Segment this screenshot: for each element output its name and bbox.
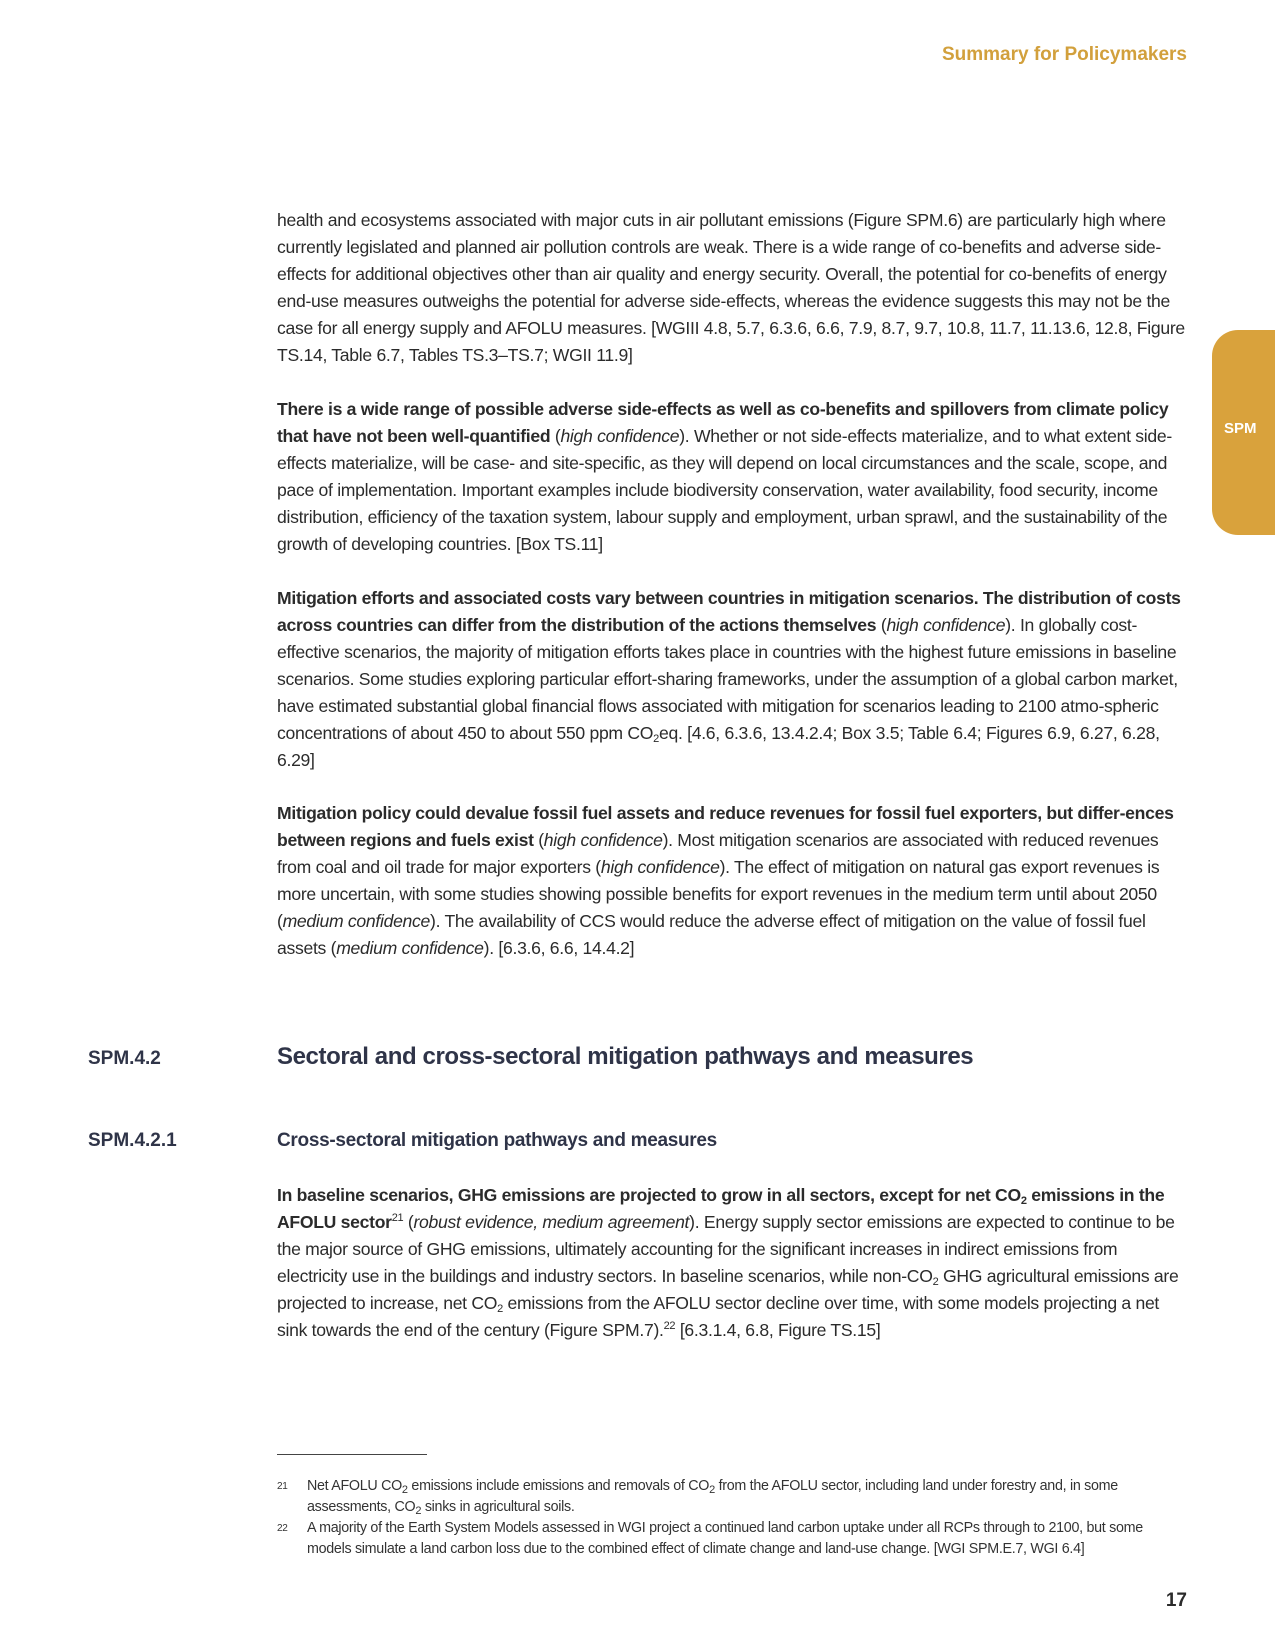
key-statement: In baseline scenarios, GHG emissions are projected to grow in all sectors, except for net CO [277,1185,1021,1205]
footnote-number: 22 [277,1523,288,1534]
subscript: 2 [497,1303,503,1315]
footnote-divider [277,1454,427,1455]
key-statement: There is a wide range of possible adverse side-effects as well as co-benefits and spillovers from climate policy that have not been well-quantified [277,399,1169,446]
paragraph-cobenefits [277,207,1185,369]
text-run: sinks in agricultural soils. [421,1499,575,1515]
footnote-22 [277,1518,1185,1560]
text-run: ). The availability of CCS would reduce the adverse effect of mitigation on the value of fossil fuel assets ( [277,911,1146,958]
text-run: ( [533,830,544,850]
subsection-title: Cross-sectoral mitigation pathways and measures [277,1130,717,1151]
subscript: 2 [709,1484,715,1496]
text-run: ( [550,426,561,446]
key-statement: emissions in the AFOLU sector [277,1185,1165,1232]
text-run: GHG agricultural emissions are projected to increase, net CO [277,1266,1179,1313]
footnote-number: 21 [277,1481,288,1492]
section-title: Sectoral and cross-sectoral mitigation pathways and measures [277,1043,974,1070]
running-header: Summary for Policymakers [941,44,1187,65]
confidence-qualifier: high confidence [886,615,1006,635]
confidence-qualifier: high confidence [543,830,663,850]
footnote-21 [277,1476,1185,1518]
text-run: [6.3.1.4, 6.8, Figure TS.15] [675,1320,881,1340]
paragraph-side-effects [277,396,1185,558]
text-run: Net AFOLU CO [307,1478,402,1494]
page-number: 17 [1165,1590,1187,1611]
section-tab-label: SPM [1224,420,1257,437]
text-run: ( [403,1212,414,1232]
section-tab[interactable] [1212,330,1275,535]
confidence-qualifier: medium confidence [336,938,484,958]
paragraph-text: health and ecosystems associated with major cuts in air pollutant emissions (Figure SPM.6) are particularly high where currently legislated and planned air pollution controls are weak. There is a wide range of co-benefits and adverse side-effects for additional objectives other than air quality and energy security. Overall, the potential for co-benefits of energy end-use measures outweighs the potential for adverse side-effects, whereas the evidence suggests this may not be the case for all energy supply and AFOLU measures. [WGIII 4.8, 5.7, 6.3.6, 6.6, 7.9, 8.7, 9.7, 10.8, 11.7, 11.13.6, 12.8, Figure TS.14, Table 6.7, Tables TS.3–TS.7; WGII 11.9] [277,210,1185,365]
subscript: 2 [415,1505,422,1517]
subscript: 2 [932,1276,939,1288]
footnote-ref-22[interactable]: 22 [663,1320,676,1332]
key-statement: Mitigation efforts and associated costs vary between countries in mitigation scenarios. The distribution of costs across countries can differ from the distribution of the actions themselves [277,588,1181,635]
subsection-number: SPM.4.2.1 [88,1130,177,1151]
paragraph-text: ). In globally cost-effective scenarios, the majority of mitigation efforts takes place in countries with the highest future emissions in baseline scenarios. Some studies exploring particular effort-sharing frameworks, under the assumption of a global carbon market, have estimated substantial global financial flows associated with mitigation for scenarios leading to 2100 atmo-spheric concentrations of about 450 to about 550 ppm CO [277,615,1178,743]
paragraph-fossil-assets [277,800,1185,962]
paragraph-costs [277,585,1185,774]
text-run: ). The effect of mitigation on natural gas export revenues is more uncertain, with some studies showing possible benefits for export revenues in the medium term until about 2050 ( [277,857,1160,931]
paragraph-text: ). Whether or not side-effects materialize, and to what extent side-effects materialize, will be case- and site-specific, as they will depend on local circumstances and the scale, scope, and pace of implementation. Important examples include biodiversity conservation, water availability, food security, income distribution, efficiency of the taxation system, labour supply and employment, urban sprawl, and the sustainability of the growth of developing countries. [Box TS.11] [277,426,1172,554]
confidence-qualifier: medium confidence [282,911,431,931]
confidence-qualifier: robust evidence, medium agreement [413,1212,690,1232]
confidence-qualifier: high confidence [600,857,720,877]
text-run: ). Energy supply sector emissions are expected to continue to be the major source of GHG emissions, ultimately accounting for the significant increases in indirect emissions from electricity use in the buildings and industry sectors. In baseline scenarios, while non-CO [277,1212,1175,1286]
subscript: 2 [653,733,659,745]
paragraph-text: eq. [4.6, 6.3.6, 13.4.2.4; Box 3.5; Table 6.4; Figures 6.9, 6.27, 6.28, 6.29] [277,723,1160,770]
text-run: emissions from the AFOLU sector decline over time, with some models projecting a net sink towards the end of the century (Figure SPM.7). [277,1293,1160,1340]
paragraph-baseline [277,1182,1185,1344]
text-run: ( [876,615,887,635]
confidence-qualifier: high confidence [560,426,680,446]
text-run: from the AFOLU sector, including land under forestry and, in some assessments, CO [307,1478,1118,1515]
footnote-text [307,1476,1185,1518]
subscript: 2 [1020,1195,1027,1207]
section-number: SPM.4.2 [88,1048,161,1069]
key-statement: Mitigation policy could devalue fossil fuel assets and reduce revenues for fossil fuel exporters, but differ-ences between regions and fuels exist [277,803,1174,850]
footnote-ref-21[interactable]: 21 [391,1212,404,1224]
footnote-text: A majority of the Earth System Models assessed in WGI project a continued land carbon uptake under all RCPs through to 2100, but some models simulate a land carbon loss due to the combined effect of climate change and land-use change. [WGI SPM.E.7, WGI 6.4] [307,1520,1143,1557]
text-run: ). Most mitigation scenarios are associated with reduced revenues from coal and oil trade for major exporters ( [277,830,1159,877]
subscript: 2 [401,1484,408,1496]
text-run: emissions include emissions and removals of CO [407,1478,710,1494]
text-run: ). [6.3.6, 6.6, 14.4.2] [483,938,635,958]
